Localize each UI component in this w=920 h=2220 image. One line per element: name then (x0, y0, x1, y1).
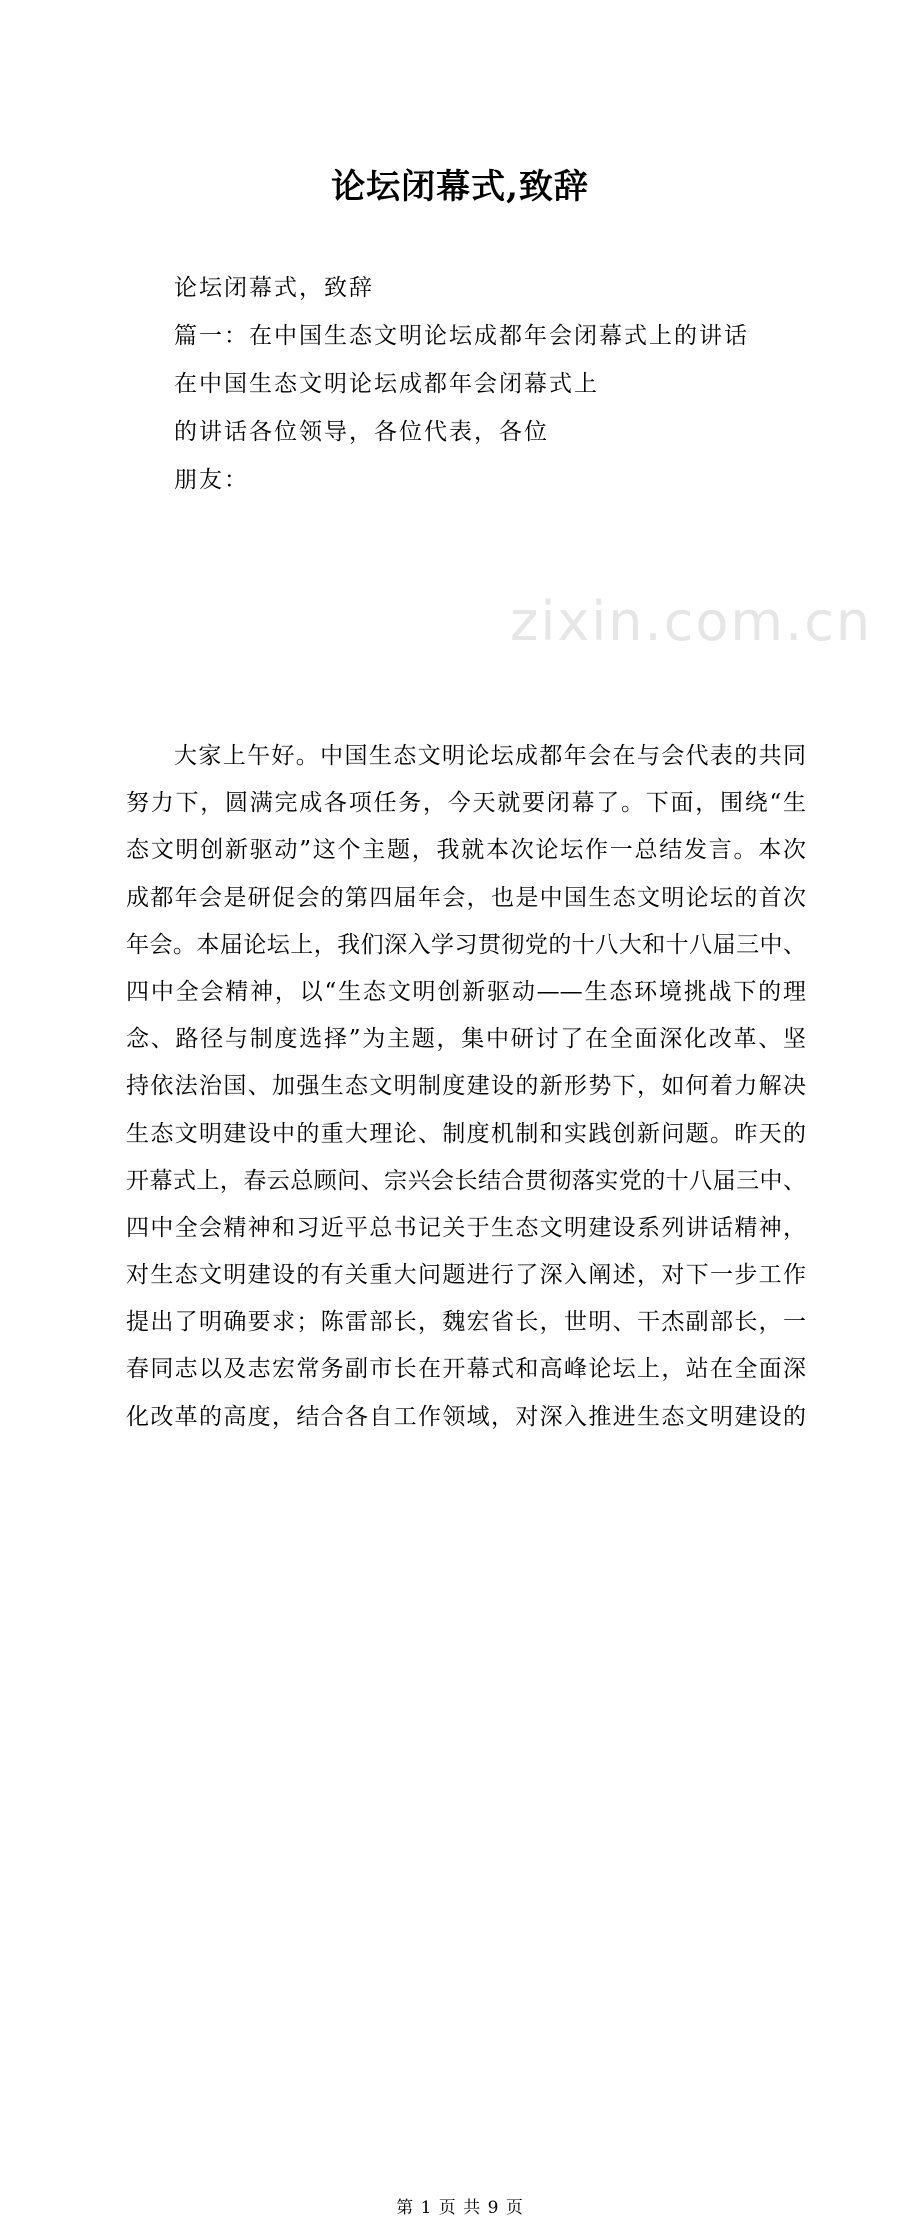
document-title: 论坛闭幕式,致辞 (331, 167, 589, 207)
intro-line: 朋友： (174, 467, 249, 493)
intro-line: 论坛闭幕式，致辞 (174, 275, 374, 301)
body-line: 生态文明建设中的重大理论、制度机制和实践创新问题。昨天的 (126, 1120, 806, 1147)
body-line: 春同志以及志宏常务副市长在开幕式和高峰论坛上，站在全面深 (126, 1356, 806, 1383)
intro-line: 篇一：在中国生态文明论坛成都年会闭幕式上的讲话 (174, 323, 749, 349)
body-line: 四中全会精神，以“生态文明创新驱动——生态环境挑战下的理 (126, 978, 806, 1005)
body-line: 开幕式上，春云总顾问、宗兴会长结合贯彻落实党的十八届三中、 (126, 1167, 806, 1194)
body-line: 四中全会精神和习近平总书记关于生态文明建设系列讲话精神， (126, 1214, 806, 1241)
body-line: 对生态文明建设的有关重大问题进行了深入阐述，对下一步工作 (126, 1262, 806, 1289)
body-line: 持依法治国、加强生态文明制度建设的新形势下，如何着力解决 (126, 1073, 806, 1100)
body-line: 大家上午好。中国生态文明论坛成都年会在与会代表的共同 (174, 743, 806, 769)
intro-line: 的讲话各位领导，各位代表，各位 (174, 419, 549, 445)
body-line: 成都年会是研促会的第四届年会，也是中国生态文明论坛的首次 (126, 884, 806, 911)
body-line: 念、路径与制度选择”为主题，集中研讨了在全面深化改革、坚 (126, 1026, 806, 1053)
page-footer: 第 1 页 共 9 页 (396, 2197, 524, 2218)
intro-lines (174, 264, 814, 504)
body-line: 年会。本届论坛上，我们深入学习贯彻党的十八大和十八届三中、 (126, 931, 806, 958)
watermark: zixin.com.cn (510, 590, 873, 653)
body-line: 化改革的高度，结合各自工作领域，对深入推进生态文明建设的 (126, 1403, 806, 1430)
body-line: 努力下，圆满完成各项任务，今天就要闭幕了。下面，围绕“生 (126, 790, 806, 817)
body-line: 态文明创新驱动”这个主题，我就本次论坛作一总结发言。本次 (126, 837, 806, 864)
intro-line: 在中国生态文明论坛成都年会闭幕式上 (174, 371, 599, 397)
body-line: 提出了明确要求；陈雷部长，魏宏省长，世明、干杰副部长，一 (126, 1309, 806, 1336)
body-paragraph (126, 733, 806, 1441)
